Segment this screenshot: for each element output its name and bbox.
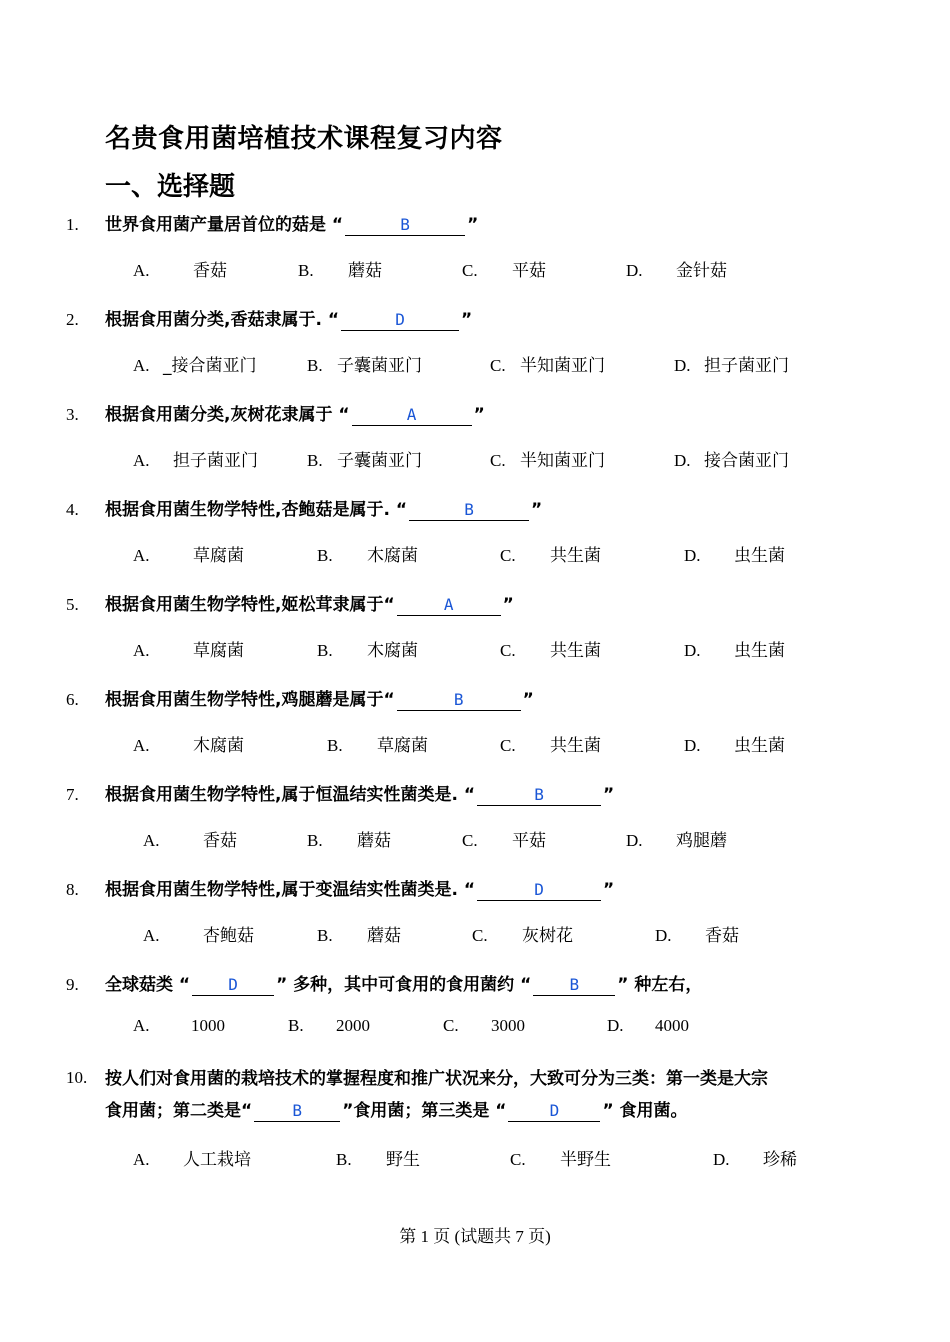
option-b: B. 木腐菌 [317,641,418,661]
answer-value: B [453,690,464,709]
option-a: A. 香菇 [133,261,227,281]
option-a: A. _接合菌亚门 [133,356,257,376]
question-number: 1. [66,215,79,234]
answer-blank [409,500,529,521]
option-a: A. 香菇 [143,831,237,851]
answer-blank-2 [533,975,615,996]
question-stem: 根据食用菌生物学特性,杏鲍菇是属于. “ B ” [105,500,543,520]
option-d: D. 鸡腿蘑 [626,831,727,851]
question-number: 9. [66,975,79,994]
answer-blank [345,215,465,236]
answer-value: A [443,595,454,614]
question-number: 8. [66,880,79,899]
answer-blank [341,310,459,331]
option-a: A. 草腐菌 [133,546,244,566]
option-d: D. 香菇 [655,926,739,946]
question-stem: 全球菇类 “ D ” 多种，其中可食用的食用菌约 “ B ” 种左右， [105,975,703,995]
answer-value: A [406,405,417,424]
option-d: D. 担子菌亚门 [674,356,789,376]
question-number: 10. [66,1068,88,1087]
option-c: C. 共生菌 [500,641,601,661]
answer-blank [477,880,601,901]
option-b: B. 子囊菌亚门 [307,356,422,376]
option-c: C. 共生菌 [500,546,601,566]
answer-value: B [292,1101,302,1120]
option-d: D. 4000 [607,1016,689,1035]
question-number: 4. [66,500,79,519]
question-number: 3. [66,405,79,424]
option-c: C. 平菇 [462,261,546,281]
option-d: D. 虫生菌 [684,546,785,566]
option-b: B. 蘑菇 [317,926,401,946]
option-c: C. 灰树花 [472,926,573,946]
option-d: D. 虫生菌 [684,641,785,661]
answer-value: B [464,500,474,519]
option-b: B. 子囊菌亚门 [307,451,422,471]
option-a: A. 木腐菌 [133,736,244,756]
question-stem: 根据食用菌生物学特性,属于恒温结实性菌类是. “ B ” [105,785,615,805]
answer-blank [397,595,501,616]
question-number: 5. [66,595,79,614]
option-c: C. 半知菌亚门 [490,451,605,471]
document-title: 名贵食用菌培植技术课程复习内容 [105,124,503,154]
answer-blank [254,1101,340,1122]
answer-blank [477,785,601,806]
question-stem: 根据食用菌分类,香菇隶属于. “ D ” [105,310,473,330]
option-d: D. 虫生菌 [684,736,785,756]
question-stem: 世界食用菌产量居首位的菇是 “ B ” [105,215,479,235]
answer-blank-2 [508,1101,600,1122]
option-d: D. 金针菇 [626,261,727,281]
answer-blank [192,975,274,996]
option-b: B. 蘑菇 [307,831,391,851]
option-c: C. 3000 [443,1016,525,1035]
option-b: B. 木腐菌 [317,546,418,566]
option-d: D. 接合菌亚门 [674,451,789,471]
question-number: 6. [66,690,79,709]
question-stem: 根据食用菌分类,灰树花隶属于 “ A ” [105,405,485,425]
answer-blank [397,690,521,711]
section-heading: 一、选择题 [105,172,236,202]
question-stem: 根据食用菌生物学特性,鸡腿蘑是属于“ B ” [105,690,534,710]
option-c: C. 共生菌 [500,736,601,756]
answer-value: D [395,310,405,329]
answer-value: D [534,880,544,899]
option-a: A. 1000 [133,1016,225,1035]
question-stem: 根据食用菌生物学特性,姬松茸隶属于“ A ” [105,595,514,615]
question-number: 2. [66,310,79,329]
answer-value-2: D [549,1101,560,1120]
option-a: A. 杏鲍菇 [143,926,254,946]
question-stem: 按人们对食用菌的栽培技术的掌握程度和推广状况来分，大致可分为三类：第一类是大宗 食用菌；第二类是“ B ”食用菌；第三类是 “ D ” 食用菌。 [105,1069,768,1121]
answer-value: D [228,975,238,994]
option-c: C. 半知菌亚门 [490,356,605,376]
option-b: B. 2000 [288,1016,370,1035]
option-d: D. 珍稀 [713,1150,797,1170]
option-a: A. 草腐菌 [133,641,244,661]
answer-value: B [534,785,544,804]
answer-blank [352,405,472,426]
question-number: 7. [66,785,79,804]
option-c: C. 平菇 [462,831,546,851]
option-a: A. 人工栽培 [133,1150,251,1170]
option-a: A. 担子菌亚门 [133,451,258,471]
question-stem: 根据食用菌生物学特性,属于变温结实性菌类是. “ D ” [105,880,615,900]
answer-value-2: B [569,975,580,994]
option-b: B. 草腐菌 [327,736,428,756]
option-c: C. 半野生 [510,1150,611,1170]
option-b: B. 蘑菇 [298,261,382,281]
answer-value: B [400,215,410,234]
page-footer: 第 1 页 (试题共 7 页) [399,1227,551,1246]
option-b: B. 野生 [336,1150,420,1170]
